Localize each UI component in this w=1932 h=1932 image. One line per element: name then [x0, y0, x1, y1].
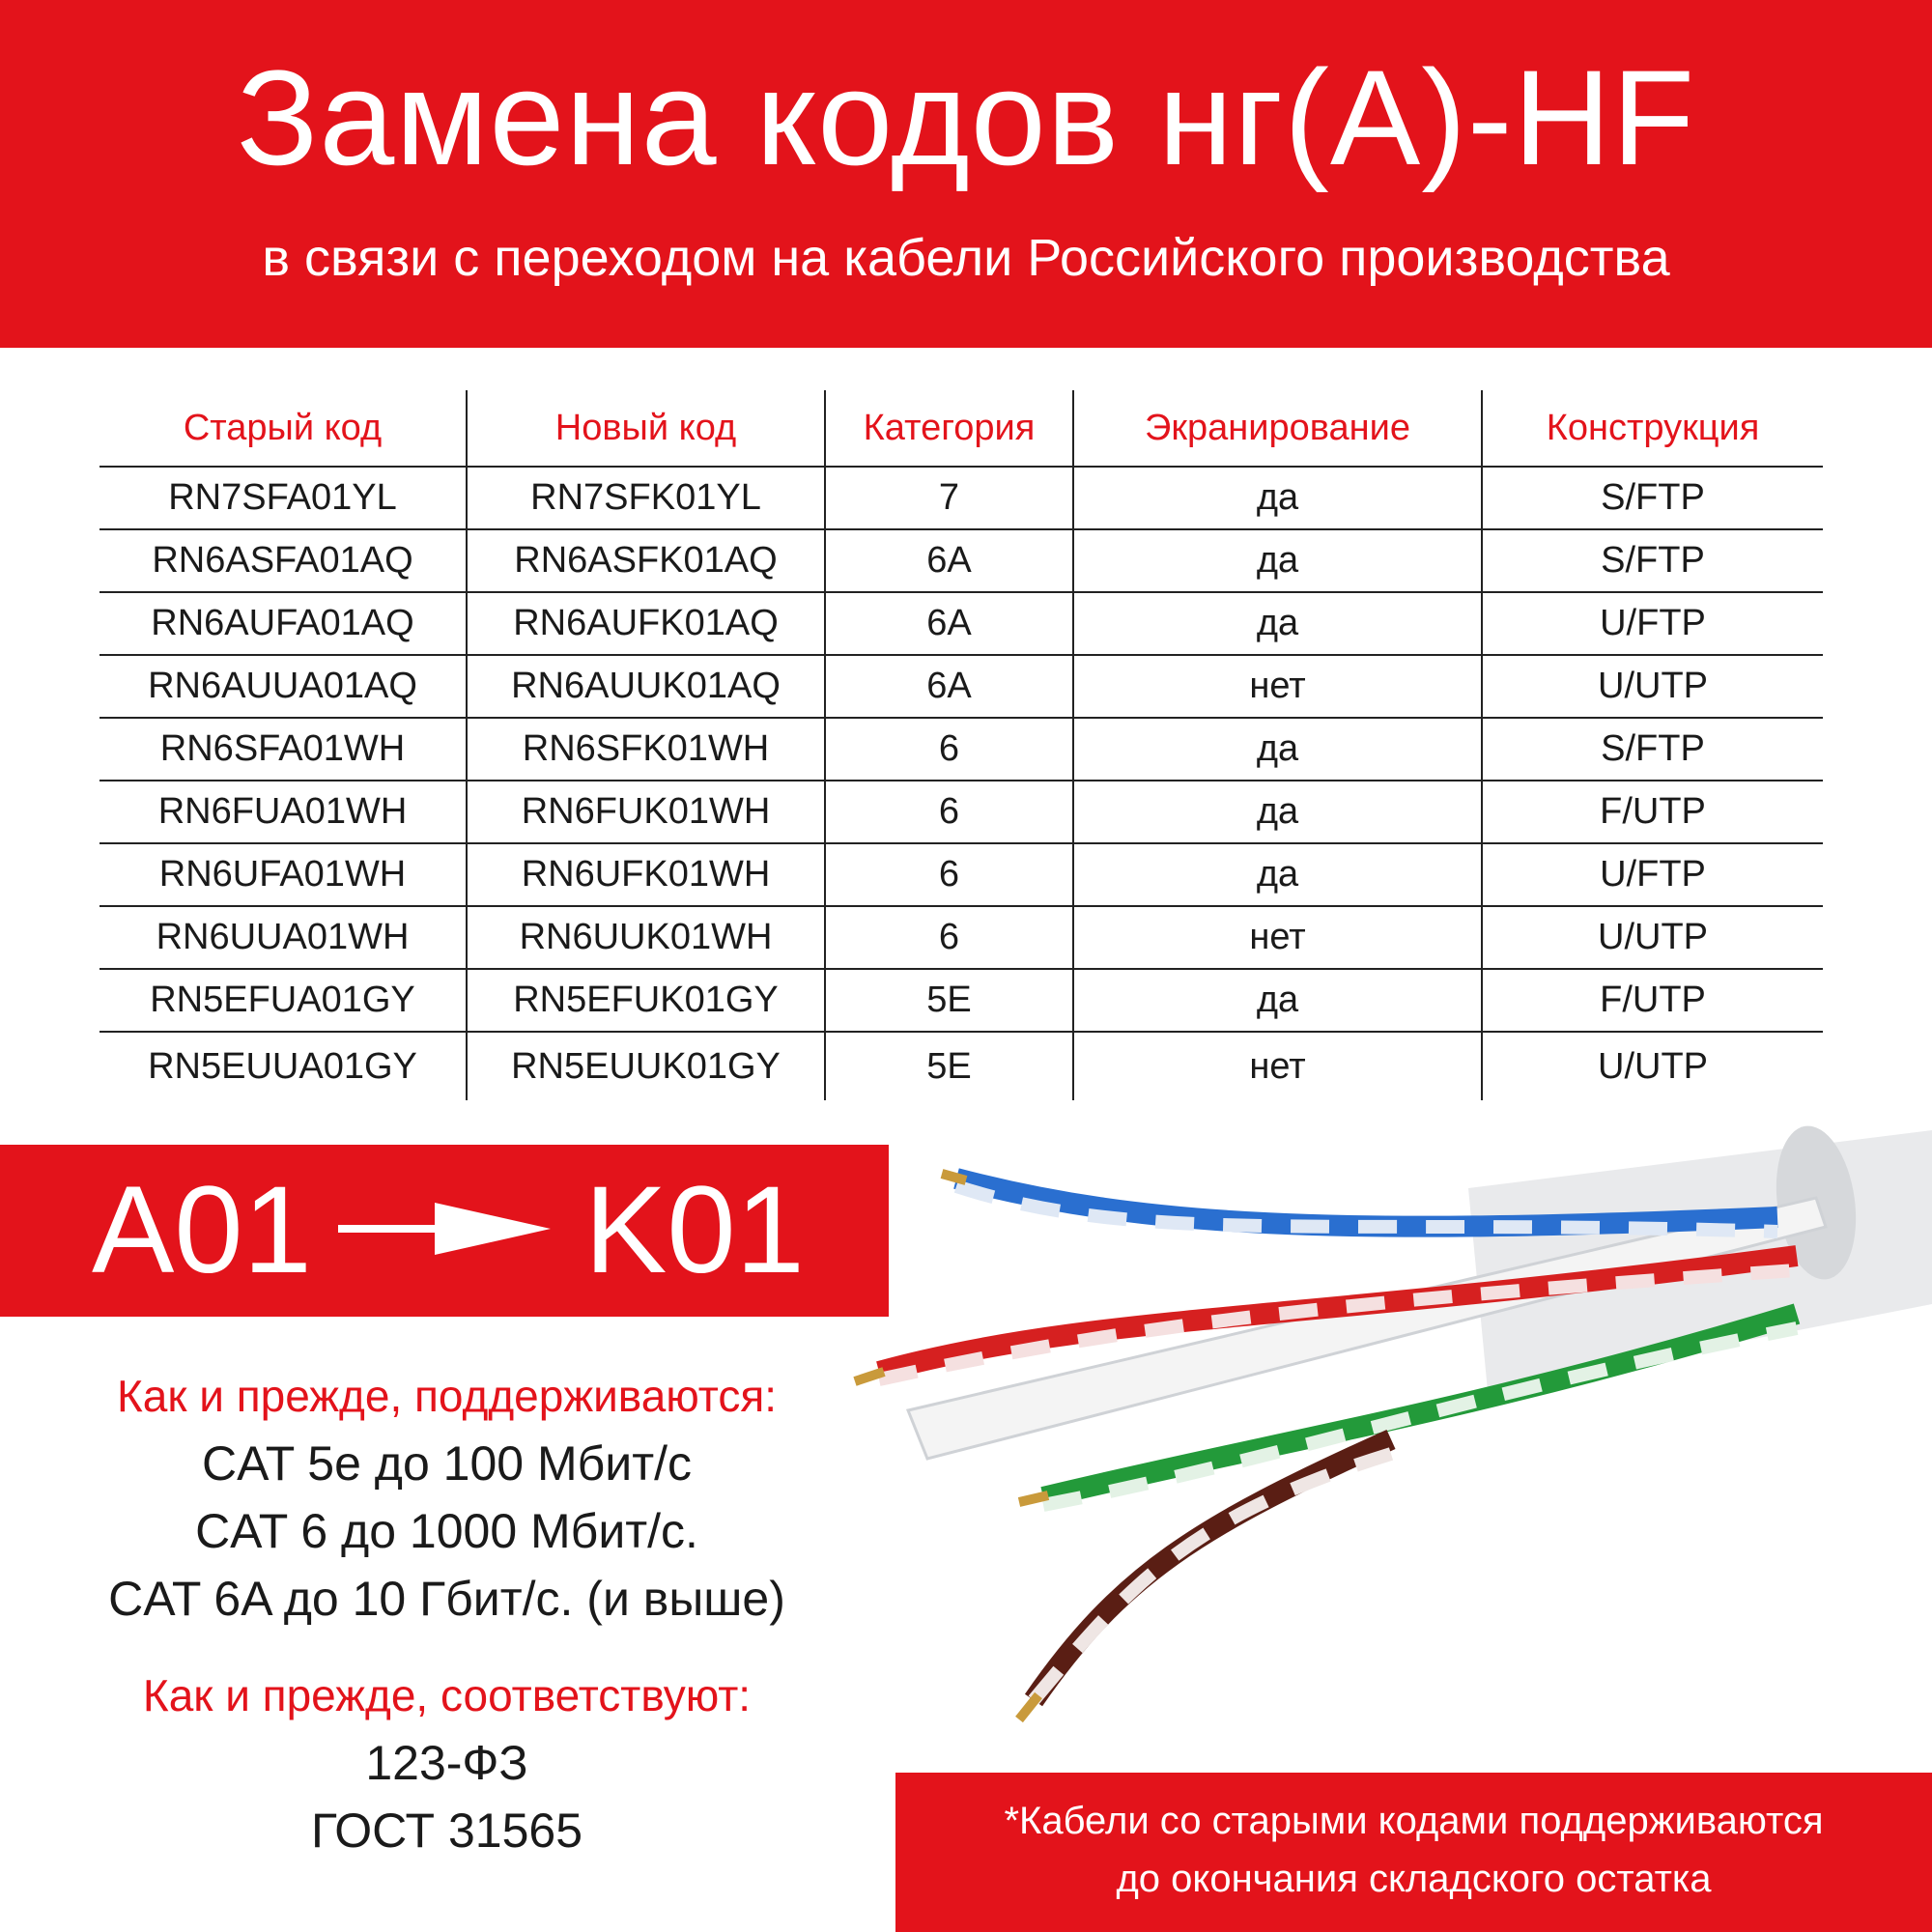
cell-category: 7: [825, 467, 1073, 529]
cell-old-code: RN6AUUA01AQ: [99, 655, 467, 718]
cell-construction: U/UTP: [1482, 906, 1823, 969]
cell-shielding: нет: [1073, 655, 1482, 718]
cell-new-code: RN6SFK01WH: [467, 718, 825, 781]
column-header-category: Категория: [825, 390, 1073, 467]
compliance-item: ГОСТ 31565: [310, 1804, 583, 1858]
table-row: [99, 529, 1823, 592]
cell-old-code: RN6AUFA01AQ: [99, 592, 467, 655]
column-header-old-code: Старый код: [99, 390, 467, 467]
cell-construction: U/UTP: [1482, 1032, 1823, 1100]
cell-category: 5E: [825, 1032, 1073, 1100]
new-suffix: K01: [584, 1161, 805, 1299]
supported-heading: Как и прежде, поддерживаются:: [116, 1371, 778, 1421]
cell-new-code: RN6UFK01WH: [467, 843, 825, 906]
cell-category: 6A: [825, 592, 1073, 655]
compliance-item: 123-ФЗ: [365, 1736, 528, 1790]
supported-item: CAT 6 до 1000 Мбит/с.: [195, 1504, 698, 1558]
cell-shielding: да: [1073, 529, 1482, 592]
column-header-construction: Конструкция: [1482, 390, 1823, 467]
cell-shielding: да: [1073, 467, 1482, 529]
cell-construction: S/FTP: [1482, 529, 1823, 592]
cell-category: 6A: [825, 655, 1073, 718]
cell-construction: U/FTP: [1482, 592, 1823, 655]
code-change-banner: [0, 1145, 889, 1317]
cell-old-code: RN6SFA01WH: [99, 718, 467, 781]
cell-category: 6: [825, 718, 1073, 781]
cell-category: 6: [825, 781, 1073, 843]
cell-shielding: да: [1073, 592, 1482, 655]
supported-item: CAT 5e до 100 Мбит/с: [202, 1436, 692, 1491]
cell-new-code: RN6AUFK01AQ: [467, 592, 825, 655]
table-row: [99, 843, 1823, 906]
footnote-banner: [895, 1773, 1932, 1932]
cell-shielding: да: [1073, 969, 1482, 1032]
cell-construction: U/UTP: [1482, 655, 1823, 718]
cell-new-code: RN6UUK01WH: [467, 906, 825, 969]
compliance-section: [0, 1662, 894, 1864]
footnote-line-2: до окончания складского остатка: [1116, 1858, 1712, 1900]
cell-category: 6: [825, 906, 1073, 969]
cell-construction: S/FTP: [1482, 718, 1823, 781]
twisted-pair-cable-illustration: [850, 1121, 1932, 1739]
supported-item: CAT 6A до 10 Гбит/с. (и выше): [108, 1572, 785, 1626]
page-subtitle: в связи с переходом на кабели Российского производства: [262, 229, 1670, 287]
header-banner: [0, 0, 1932, 348]
old-suffix: A01: [92, 1161, 312, 1299]
cell-construction: F/UTP: [1482, 969, 1823, 1032]
table-row: [99, 467, 1823, 529]
cell-new-code: RN7SFK01YL: [467, 467, 825, 529]
table-row: [99, 1032, 1823, 1100]
column-header-shielding: Экранирование: [1073, 390, 1482, 467]
cell-old-code: RN6FUA01WH: [99, 781, 467, 843]
table-row: [99, 781, 1823, 843]
cell-category: 6A: [825, 529, 1073, 592]
cell-construction: U/FTP: [1482, 843, 1823, 906]
cell-shielding: да: [1073, 843, 1482, 906]
cell-new-code: RN5EUUK01GY: [467, 1032, 825, 1100]
table-row: [99, 906, 1823, 969]
cell-category: 5E: [825, 969, 1073, 1032]
cell-old-code: RN5EFUA01GY: [99, 969, 467, 1032]
cell-new-code: RN6ASFK01AQ: [467, 529, 825, 592]
table-row: [99, 655, 1823, 718]
right-arrow-icon: [338, 1195, 551, 1263]
cell-shielding: нет: [1073, 906, 1482, 969]
cell-old-code: RN6UUA01WH: [99, 906, 467, 969]
table-header-row: [99, 390, 1823, 467]
column-header-new-code: Новый код: [467, 390, 825, 467]
page-title: Замена кодов нг(А)-HF: [236, 42, 1696, 193]
compliance-heading: Как и прежде, соответствуют:: [142, 1670, 752, 1720]
cell-new-code: RN6FUK01WH: [467, 781, 825, 843]
table-row: [99, 718, 1823, 781]
table-row: [99, 969, 1823, 1032]
cell-shielding: нет: [1073, 1032, 1482, 1100]
cell-shielding: да: [1073, 718, 1482, 781]
cell-construction: S/FTP: [1482, 467, 1823, 529]
supported-section: [0, 1362, 894, 1633]
cell-category: 6: [825, 843, 1073, 906]
cell-new-code: RN5EFUK01GY: [467, 969, 825, 1032]
cell-old-code: RN5EUUA01GY: [148, 1045, 417, 1087]
cell-old-code: RN6ASFA01AQ: [99, 529, 467, 592]
footnote-line-1: *Кабели со старыми кодами поддерживаются: [1004, 1800, 1824, 1842]
cell-old-code: RN6UFA01WH: [99, 843, 467, 906]
cell-construction: F/UTP: [1482, 781, 1823, 843]
cell-new-code: RN6AUUK01AQ: [467, 655, 825, 718]
cell-old-code: RN7SFA01YL: [99, 467, 467, 529]
cell-shielding: да: [1073, 781, 1482, 843]
table-row: [99, 592, 1823, 655]
code-replacement-table: [99, 390, 1823, 1100]
